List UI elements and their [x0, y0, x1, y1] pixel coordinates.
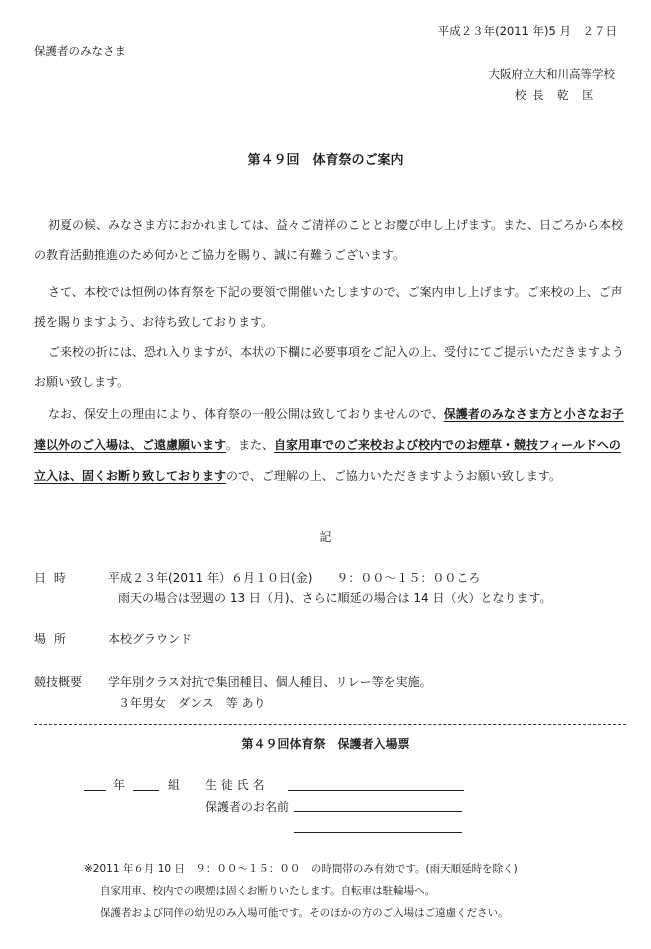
overview-value-2: ３年男女 ダンス 等 あり: [118, 696, 266, 710]
ticket-title: 第４９回体育祭 保護者入場票: [241, 737, 410, 751]
paragraph-3-line-2: お願い致します。: [34, 375, 130, 389]
overview-value-1: 学年別クラス対抗で集団種目、個人種目、リレー等を実施。: [108, 675, 432, 689]
place-label: 場 所: [34, 632, 68, 646]
addressee: 保護者のみなさま: [34, 44, 126, 58]
year-field[interactable]: [84, 790, 106, 791]
rain-note: 雨天の場合は翌週の 13 日（月)、さらに順延の場合は 14 日（火）となります。: [118, 591, 552, 605]
paragraph-1-line-2: の教育活動推進のため何かとご協力を賜り、誠に有難うございます。: [34, 248, 406, 262]
guardian-name-label: 保護者のお名前: [205, 800, 290, 814]
ki-heading: 記: [319, 530, 332, 544]
paragraph-4-text: なお、保安上の理由により、体育祭の一般公開は致しておりませんので、: [48, 407, 444, 421]
paragraph-4-line-2: [34, 436, 621, 453]
paragraph-2-line-1: さて、本校では恒例の体育祭を下記の要領で開催いたしますので、ご案内申し上げます。ご来校の上、ご声: [48, 285, 623, 299]
datetime-label: 日 時: [34, 571, 68, 585]
place-value: 本校グラウンド: [108, 632, 193, 646]
ticket-note-1: ※2011 年６月 10 日 ９：００～１５：００ の時間帯のみ有効です。(雨天順延時を除く): [84, 863, 518, 875]
guardian-name-field-2[interactable]: [294, 832, 462, 833]
year-label: 年: [113, 778, 126, 792]
overview-label: 競技概要: [34, 675, 83, 689]
paragraph-4-text: 。また、: [226, 438, 275, 452]
paragraph-4-emphasis: 達以外のご入場は、ご遠慮願います: [34, 438, 227, 452]
principal-name: 校 長 乾 匡: [515, 88, 595, 102]
paragraph-4-emphasis: 保護者のみなさま方と小さなお子: [443, 407, 624, 421]
datetime-value: 平成２３年(2011 年）６月１０日(金) ９：００～１５：００ころ: [108, 571, 481, 585]
paragraph-4-emphasis: 自家用車でのご来校および校内でのお煙草・競技フィールドへの: [274, 438, 621, 452]
student-name-label: 生 徒 氏 名: [205, 778, 265, 792]
paragraph-4-line-1: [48, 405, 624, 422]
paragraph-2-line-2: 援を賜りますよう、お待ち致しております。: [34, 315, 274, 329]
document-title: 第４９回 体育祭のご案内: [247, 153, 404, 168]
ticket-note-2: 自家用車、校内での喫煙は固くお断りいたします。自転車は駐輪場へ。: [100, 885, 436, 897]
cut-line: [34, 724, 626, 725]
paragraph-1-line-1: 初夏の候、みなさま方におかれましては、益々ご清祥のこととお慶び申し上げます。また、日ごろから本校: [48, 218, 624, 232]
letter-date: 平成２３年(2011 年)5 月 ２７日: [437, 24, 617, 38]
class-field[interactable]: [133, 790, 159, 791]
school-name: 大阪府立大和川高等学校: [488, 67, 615, 81]
paragraph-4-emphasis: 立入は、固くお断り致しております: [34, 469, 227, 483]
paragraph-4-line-3: [34, 467, 561, 484]
guardian-name-field[interactable]: [294, 811, 462, 812]
class-label: 組: [168, 778, 181, 792]
ticket-note-3: 保護者および同伴の幼児のみ入場可能です。そのほかの方のご入場はご遠慮ください。: [100, 907, 509, 919]
paragraph-3-line-1: ご来校の折には、恐れ入りますが、本状の下欄に必要事項をご記入の上、受付にてご提示いただきますよう: [48, 345, 625, 359]
paragraph-4-text: ので、ご理解の上、ご協力いただきますようお願い致します。: [226, 469, 561, 483]
student-name-field[interactable]: [288, 790, 464, 791]
